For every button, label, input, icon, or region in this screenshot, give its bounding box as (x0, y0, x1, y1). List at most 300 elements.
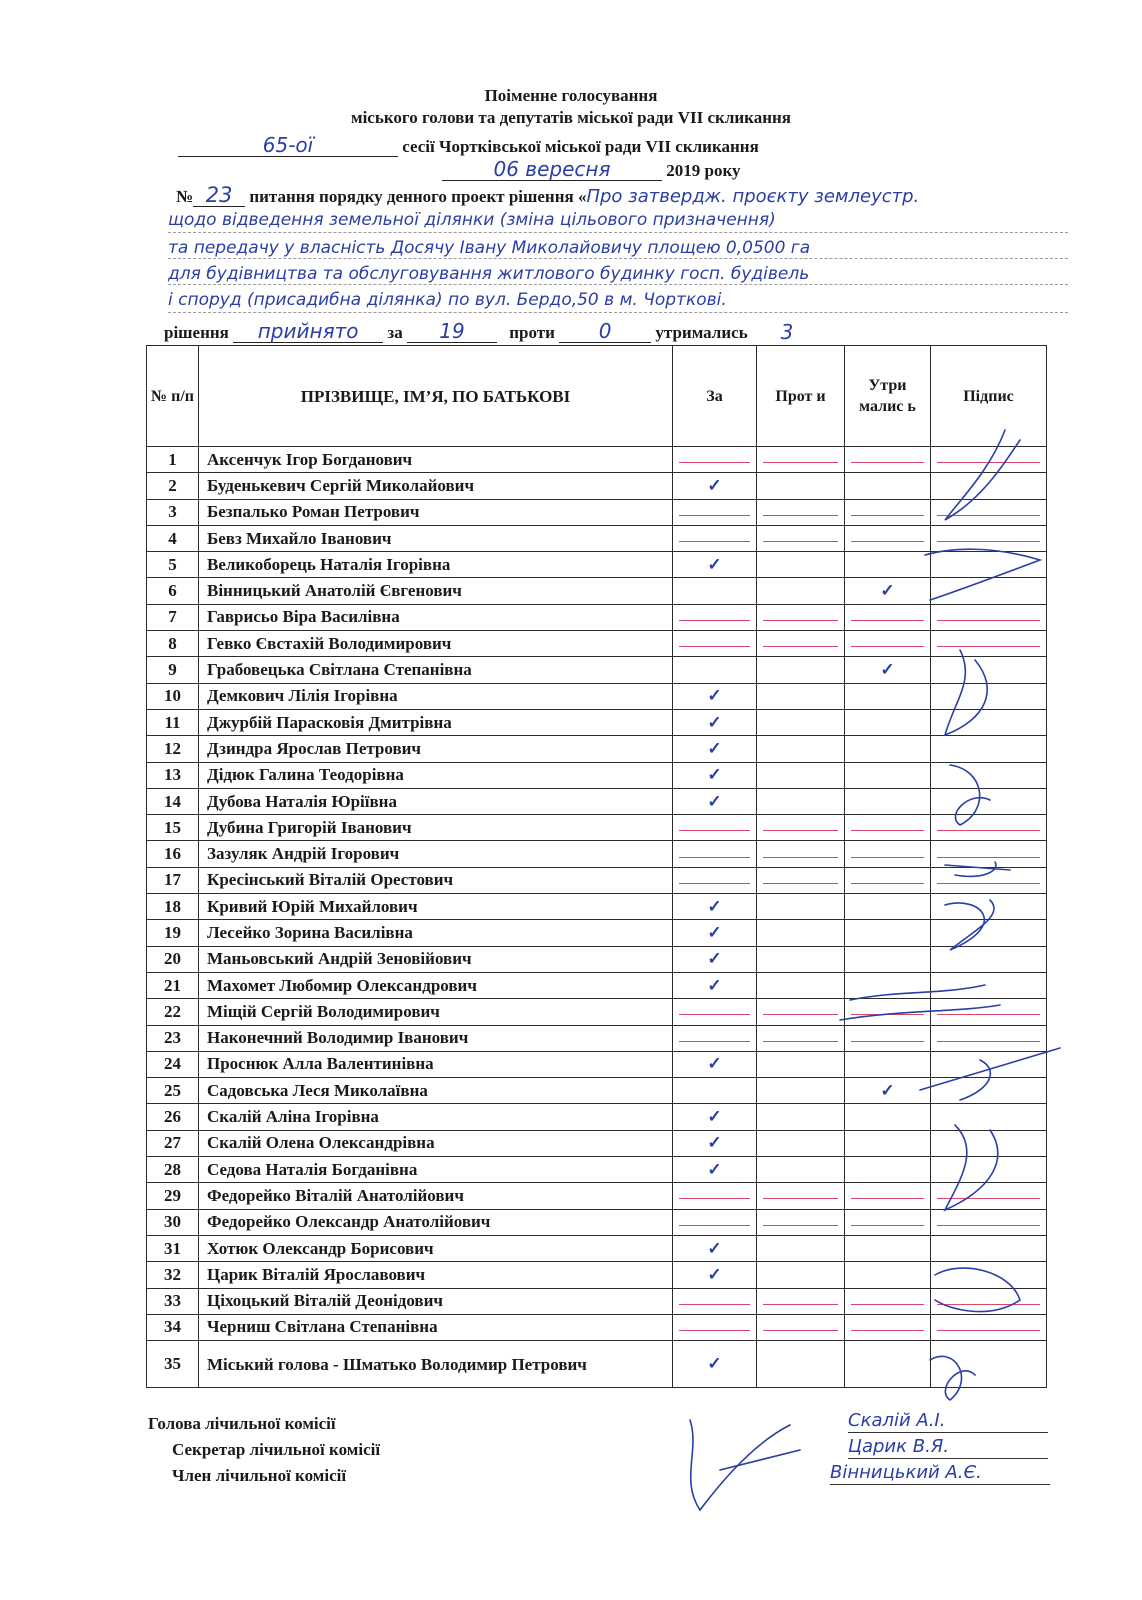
vote-against-cell (757, 1025, 845, 1051)
strike-line (763, 830, 838, 831)
row-number: 8 (147, 631, 199, 657)
table-row (147, 1288, 1047, 1314)
vote-against-cell (757, 447, 845, 473)
row-number: 9 (147, 657, 199, 683)
signature-cell (931, 447, 1047, 473)
strike-line (851, 462, 924, 463)
signature-cell (931, 972, 1047, 998)
strike-line (937, 1225, 1040, 1226)
header-name: ПРІЗВИЩЕ, ІМ’Я, ПО БАТЬКОВІ (199, 346, 673, 447)
row-number: 35 (147, 1341, 199, 1388)
chair-name: Скалій А.І. (848, 1410, 1048, 1433)
table-body (147, 447, 1047, 1388)
check-mark-icon: ✓ (707, 896, 722, 916)
vote-against-cell (757, 1341, 845, 1388)
vote-against-cell (757, 473, 845, 499)
vote-against-cell (757, 1262, 845, 1288)
member-name: Кресінський Віталій Орестович (199, 867, 673, 893)
vote-against-cell (757, 525, 845, 551)
vote-against-cell (757, 815, 845, 841)
abstain-label: утримались (655, 323, 748, 342)
strike-line (937, 646, 1040, 647)
table-row (147, 552, 1047, 578)
member-name: Безпалько Роман Петрович (199, 499, 673, 525)
vote-for-cell (673, 1262, 757, 1288)
vote-against-cell (757, 867, 845, 893)
member-name: Седова Наталія Богданівна (199, 1157, 673, 1183)
strike-line (763, 1225, 838, 1226)
strike-line (851, 1198, 924, 1199)
vote-against-cell (757, 1104, 845, 1130)
row-number: 11 (147, 709, 199, 735)
member-name: Дідюк Галина Теодорівна (199, 762, 673, 788)
strike-line (763, 1304, 838, 1305)
member-name: Царик Віталій Ярославович (199, 1262, 673, 1288)
signature-cell (931, 578, 1047, 604)
table-row (147, 525, 1047, 551)
strike-line (851, 830, 924, 831)
table-row (147, 1078, 1047, 1104)
check-mark-icon: ✓ (707, 686, 722, 706)
vote-for-cell (673, 999, 757, 1025)
vote-against-cell (757, 894, 845, 920)
project-underline (168, 232, 1068, 233)
row-number: 27 (147, 1130, 199, 1156)
vote-for-cell (673, 631, 757, 657)
row-number: 24 (147, 1051, 199, 1077)
table-row (147, 736, 1047, 762)
vote-against-cell (757, 1288, 845, 1314)
result-line (164, 320, 822, 343)
row-number: 28 (147, 1157, 199, 1183)
strike-line (851, 646, 924, 647)
vote-abstain-cell (845, 683, 931, 709)
check-mark-icon: ✓ (707, 1107, 722, 1127)
row-number: 33 (147, 1288, 199, 1314)
row-number: 26 (147, 1104, 199, 1130)
strike-line (679, 541, 750, 542)
vote-abstain-cell (845, 946, 931, 972)
check-mark-icon: ✓ (880, 581, 895, 601)
vote-for-cell (673, 1157, 757, 1183)
vote-abstain-cell (845, 841, 931, 867)
signature-cell (931, 920, 1047, 946)
table-row (147, 1314, 1047, 1340)
strike-line (763, 1014, 838, 1015)
member-name: Федорейко Олександр Анатолійович (199, 1209, 673, 1235)
vote-abstain-cell (845, 1025, 931, 1051)
member-name: Буденькевич Сергій Миколайович (199, 473, 673, 499)
strike-line (851, 515, 924, 516)
strike-line (851, 857, 924, 858)
table-row (147, 762, 1047, 788)
member-name: Дубина Григорій Іванович (199, 815, 673, 841)
for-label: за (387, 323, 403, 342)
table-row (147, 1130, 1047, 1156)
vote-abstain-cell (845, 972, 931, 998)
header-against: Прот и (757, 346, 845, 447)
vote-for-cell (673, 578, 757, 604)
vote-abstain-cell (845, 762, 931, 788)
table-row (147, 473, 1047, 499)
member-name: Вінницький А.Є. (830, 1462, 1050, 1485)
strike-line (679, 857, 750, 858)
signature-cell (931, 1104, 1047, 1130)
vote-against-cell (757, 604, 845, 630)
row-number: 5 (147, 552, 199, 578)
vote-for-cell (673, 815, 757, 841)
vote-abstain-cell (845, 1078, 931, 1104)
vote-for-cell (673, 552, 757, 578)
check-mark-icon: ✓ (707, 1133, 722, 1153)
header-num: № п/п (147, 346, 199, 447)
table-row (147, 657, 1047, 683)
vote-abstain-cell (845, 578, 931, 604)
signature-cell (931, 657, 1047, 683)
signature-cell (931, 1288, 1047, 1314)
signature-cell (931, 1209, 1047, 1235)
member-name: Садовська Леся Миколаївна (199, 1078, 673, 1104)
table-row (147, 946, 1047, 972)
header-for: За (673, 346, 757, 447)
member-name: Зазуляк Андрій Ігорович (199, 841, 673, 867)
check-mark-icon: ✓ (707, 1264, 722, 1284)
strike-line (851, 1014, 924, 1015)
vote-against-cell (757, 1183, 845, 1209)
table-row (147, 499, 1047, 525)
strike-line (937, 830, 1040, 831)
table-row (147, 683, 1047, 709)
strike-line (851, 541, 924, 542)
project-line-2: щодо відведення земельної ділянки (зміна цільового призначення) (168, 210, 776, 230)
vote-abstain-cell (845, 473, 931, 499)
session-line (178, 134, 759, 157)
strike-line (679, 1330, 750, 1331)
signature-cell (931, 788, 1047, 814)
table-row (147, 815, 1047, 841)
question-number: 23 (193, 184, 245, 207)
strike-line (937, 620, 1040, 621)
table-row (147, 631, 1047, 657)
vote-abstain-cell (845, 867, 931, 893)
vote-abstain-cell (845, 604, 931, 630)
check-mark-icon: ✓ (707, 1354, 722, 1374)
signature-cell (931, 631, 1047, 657)
strike-line (679, 1014, 750, 1015)
check-mark-icon: ✓ (707, 949, 722, 969)
strike-line (763, 646, 838, 647)
vote-against-cell (757, 1235, 845, 1261)
member-name: Джурбій Парасковія Дмитрівна (199, 709, 673, 735)
vote-abstain-cell (845, 447, 931, 473)
signature-cell (931, 1341, 1047, 1388)
check-mark-icon: ✓ (880, 660, 895, 680)
vote-abstain-cell (845, 1183, 931, 1209)
strike-line (679, 620, 750, 621)
check-mark-icon: ✓ (707, 475, 722, 495)
row-number: 23 (147, 1025, 199, 1051)
vote-against-cell (757, 1314, 845, 1340)
signature-cell (931, 762, 1047, 788)
vote-for-cell (673, 972, 757, 998)
row-number: 12 (147, 736, 199, 762)
signature-cell (931, 736, 1047, 762)
vote-abstain-cell (845, 736, 931, 762)
signature-cell (931, 604, 1047, 630)
vote-against-cell (757, 920, 845, 946)
table-row (147, 1104, 1047, 1130)
vote-for-cell (673, 1025, 757, 1051)
table-row (147, 972, 1047, 998)
signature-cell (931, 1314, 1047, 1340)
abstain-count: 3 (780, 320, 794, 344)
vote-against-cell (757, 762, 845, 788)
member-name: Гевко Євстахій Володимирович (199, 631, 673, 657)
member-name: Ціхоцький Віталій Деонідович (199, 1288, 673, 1314)
vote-abstain-cell (845, 1341, 931, 1388)
vote-against-cell (757, 709, 845, 735)
signature-cell (931, 999, 1047, 1025)
strike-line (679, 515, 750, 516)
strike-line (937, 1304, 1040, 1305)
strike-line (937, 857, 1040, 858)
row-number: 13 (147, 762, 199, 788)
strike-line (763, 515, 838, 516)
signature-cell (931, 473, 1047, 499)
check-mark-icon: ✓ (707, 1054, 722, 1074)
signature-cell (931, 709, 1047, 735)
vote-for-cell (673, 920, 757, 946)
vote-for-cell (673, 867, 757, 893)
signature-cell (931, 1183, 1047, 1209)
member-name: Проснюк Алла Валентинівна (199, 1051, 673, 1077)
check-mark-icon: ✓ (880, 1080, 895, 1100)
table-row (147, 1209, 1047, 1235)
table-row (147, 1025, 1047, 1051)
vote-for-cell (673, 604, 757, 630)
project-underline (168, 312, 1068, 313)
row-number: 21 (147, 972, 199, 998)
vote-abstain-cell (845, 815, 931, 841)
against-count: 0 (559, 320, 651, 343)
vote-abstain-cell (845, 920, 931, 946)
row-number: 10 (147, 683, 199, 709)
strike-line (763, 1198, 838, 1199)
table-row (147, 1157, 1047, 1183)
vote-abstain-cell (845, 1130, 931, 1156)
table-row (147, 604, 1047, 630)
vote-for-cell (673, 1078, 757, 1104)
signature-cell (931, 1157, 1047, 1183)
member-name: Кривий Юрій Михайлович (199, 894, 673, 920)
member-name: Лесейко Зорина Василівна (199, 920, 673, 946)
check-mark-icon: ✓ (707, 1159, 722, 1179)
strike-line (763, 883, 838, 884)
strike-line (851, 1041, 924, 1042)
header-signature: Підпис (931, 346, 1047, 447)
vote-abstain-cell (845, 1314, 931, 1340)
row-number: 7 (147, 604, 199, 630)
strike-line (851, 1304, 924, 1305)
vote-against-cell (757, 1209, 845, 1235)
member-name: Махомет Любомир Олександрович (199, 972, 673, 998)
signature-cell (931, 1025, 1047, 1051)
vote-for-cell (673, 788, 757, 814)
session-suffix: сесії Чортківської міської ради VII скликання (398, 137, 759, 156)
strike-line (763, 462, 838, 463)
project-line-3: та передачу у власність Досячу Івану Миколайовичу площею 0,0500 га (168, 238, 811, 258)
table-row (147, 447, 1047, 473)
table-header-row (147, 346, 1047, 447)
vote-abstain-cell (845, 1104, 931, 1130)
decision-value: прийнято (233, 320, 383, 343)
vote-for-cell (673, 736, 757, 762)
vote-for-cell (673, 525, 757, 551)
check-mark-icon: ✓ (707, 738, 722, 758)
strike-line (937, 541, 1040, 542)
row-number: 4 (147, 525, 199, 551)
member-name: Грабовецька Світлана Степанівна (199, 657, 673, 683)
strike-line (937, 883, 1040, 884)
row-number: 19 (147, 920, 199, 946)
vote-for-cell (673, 762, 757, 788)
strike-line (679, 883, 750, 884)
signature-cell (931, 499, 1047, 525)
vote-against-cell (757, 972, 845, 998)
strike-line (679, 1041, 750, 1042)
strike-line (763, 541, 838, 542)
vote-abstain-cell (845, 525, 931, 551)
table-row (147, 867, 1047, 893)
document-title: Поіменне голосування (484, 86, 658, 105)
vote-for-cell (673, 1183, 757, 1209)
member-name: Демкович Лілія Ігорівна (199, 683, 673, 709)
strike-line (679, 1198, 750, 1199)
vote-for-cell (673, 1314, 757, 1340)
vote-abstain-cell (845, 499, 931, 525)
strike-line (937, 1198, 1040, 1199)
chair-label: Голова лічильної комісії (148, 1414, 336, 1433)
secretary-name: Царик В.Я. (848, 1436, 1048, 1459)
vote-for-cell (673, 1051, 757, 1077)
vote-against-cell (757, 1130, 845, 1156)
table-row (147, 709, 1047, 735)
vote-against-cell (757, 1157, 845, 1183)
voting-table (146, 345, 1047, 1388)
strike-line (679, 462, 750, 463)
strike-line (679, 1304, 750, 1305)
document-subtitle: міського голови та депутатів міської ради VII скликання (351, 108, 791, 127)
table-row (147, 1262, 1047, 1288)
year-suffix: 2019 року (662, 161, 741, 180)
strike-line (763, 1041, 838, 1042)
strike-line (937, 1041, 1040, 1042)
strike-line (679, 646, 750, 647)
row-number: 29 (147, 1183, 199, 1209)
signature-cell (931, 525, 1047, 551)
vote-for-cell (673, 841, 757, 867)
session-number: 65-ої (178, 134, 398, 157)
row-number: 30 (147, 1209, 199, 1235)
check-mark-icon: ✓ (707, 712, 722, 732)
check-mark-icon: ✓ (707, 1238, 722, 1258)
vote-against-cell (757, 683, 845, 709)
table-row (147, 894, 1047, 920)
signature-cell (931, 1078, 1047, 1104)
vote-against-cell (757, 946, 845, 972)
vote-against-cell (757, 657, 845, 683)
row-number: 18 (147, 894, 199, 920)
signature-cell (931, 1051, 1047, 1077)
vote-for-cell (673, 657, 757, 683)
strike-line (763, 857, 838, 858)
table-row (147, 788, 1047, 814)
member-name: Дзиндра Ярослав Петрович (199, 736, 673, 762)
strike-line (937, 1014, 1040, 1015)
member-label: Член лічильної комісії (172, 1466, 347, 1485)
member-name: Міський голова - Шматько Володимир Петрович (199, 1341, 673, 1388)
secretary-label: Секретар лічильної комісії (172, 1440, 381, 1459)
vote-for-cell (673, 1209, 757, 1235)
vote-for-cell (673, 709, 757, 735)
member-name: Черниш Світлана Степанівна (199, 1314, 673, 1340)
vote-abstain-cell (845, 999, 931, 1025)
row-number: 15 (147, 815, 199, 841)
row-number: 31 (147, 1235, 199, 1261)
check-mark-icon: ✓ (707, 765, 722, 785)
row-number: 6 (147, 578, 199, 604)
project-underline (168, 284, 1068, 285)
strike-line (679, 830, 750, 831)
signature-cell (931, 841, 1047, 867)
vote-abstain-cell (845, 894, 931, 920)
vote-abstain-cell (845, 552, 931, 578)
vote-for-cell (673, 683, 757, 709)
member-name: Великоборець Наталія Ігорівна (199, 552, 673, 578)
vote-abstain-cell (845, 1051, 931, 1077)
vote-for-cell (673, 1341, 757, 1388)
row-number: 1 (147, 447, 199, 473)
vote-abstain-cell (845, 709, 931, 735)
vote-against-cell (757, 1051, 845, 1077)
vote-for-cell (673, 1104, 757, 1130)
table-row (147, 578, 1047, 604)
vote-abstain-cell (845, 631, 931, 657)
strike-line (763, 620, 838, 621)
vote-for-cell (673, 499, 757, 525)
signature-cell (931, 1235, 1047, 1261)
table-row (147, 841, 1047, 867)
vote-for-cell (673, 894, 757, 920)
signature-scribble (690, 1420, 800, 1510)
question-line (176, 184, 919, 207)
table-row (147, 1235, 1047, 1261)
signature-cell (931, 867, 1047, 893)
member-name: Дубова Наталія Юріївна (199, 788, 673, 814)
member-name: Федорейко Віталій Анатолійович (199, 1183, 673, 1209)
row-number: 20 (147, 946, 199, 972)
project-line-5: і споруд (присадибна ділянка) по вул. Бердо,50 в м. Чорткові. (168, 290, 727, 310)
vote-against-cell (757, 1078, 845, 1104)
row-number: 2 (147, 473, 199, 499)
strike-line (763, 1330, 838, 1331)
member-name: Аксенчук Ігор Богданович (199, 447, 673, 473)
member-name: Бевз Михайло Іванович (199, 525, 673, 551)
signature-cell (931, 683, 1047, 709)
table-row (147, 999, 1047, 1025)
vote-against-cell (757, 552, 845, 578)
row-number: 22 (147, 999, 199, 1025)
